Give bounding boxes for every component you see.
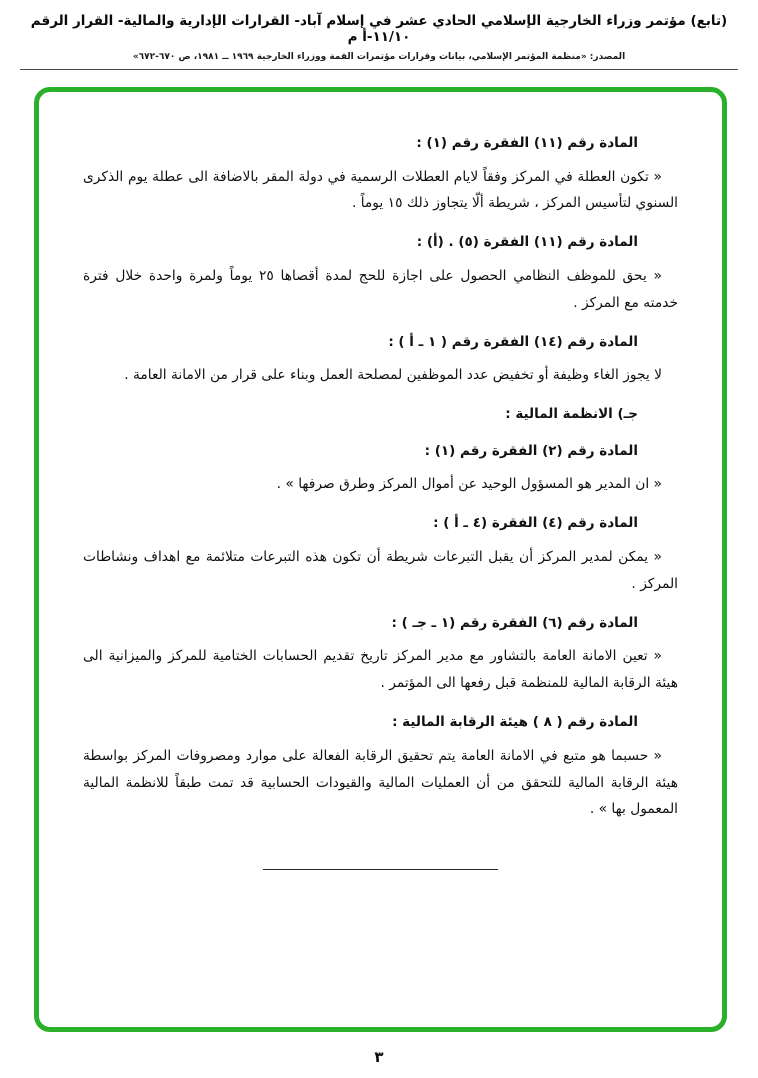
article-heading: المادة رقم (١١) الفقرة (٥) . (أ) : — [416, 234, 638, 251]
article-paragraph: لا يجوز الغاء وظيفة أو تخفيض عدد الموظفين لمصلحة العمل وبناء على قرار من الامانة العامة . — [124, 367, 662, 384]
article-heading: المادة رقم (٢) الفقرة رقم (١) : — [424, 442, 638, 459]
article-paragraph: « حسبما هو متبع في الامانة العامة يتم تحقيق الرقابة الفعالة على موارد ومصروفات المركز بواسطة هيئة الرقابة المالية للتحقق من أن العمليات المالية والقيودات الحسابية قد تمت طبقاً للانظمة المالية المعمول بها » . — [83, 747, 678, 818]
section-divider — [263, 869, 498, 870]
article-paragraph: « ان المدير هو المسؤول الوحيد عن أموال المركز وطرق صرفها » . — [276, 476, 662, 493]
source-line: المصدر: «منظمة المؤتمر الإسلامي، بيانات وقرارات مؤتمرات القمة ووزراء الخارجية ١٩٦٩ ــ ١٩٨١، ص ٦٧٠-٦٧٢» — [132, 52, 626, 62]
article-paragraph: « تعين الامانة العامة بالتشاور مع مدير المركز تاريخ تقديم الحسابات الختامية للمركز والميزانية الى هيئة الرقابة المالية للمنظمة قبل رفعها الى المؤتمر . — [83, 648, 678, 692]
document-body — [39, 92, 722, 823]
article-heading: المادة رقم (١١) الفقرة رقم (١) : — [416, 135, 638, 151]
article-heading: المادة رقم ( ٨ ) هيئة الرقابة المالية : — [392, 714, 638, 731]
article-paragraph: « يحق للموظف النظامي الحصول على اجازة للحج لمدة أقصاها ٢٥ يوماً ولمرة واحدة خلال فترة خدمته مع المركز . — [83, 267, 678, 311]
document-frame — [34, 87, 727, 1032]
document-title: (تابع) مؤتمر وزراء الخارجية الإسلامي الحادي عشر في إسلام آباد- القرارات الإدارية والمالية- القرار الرقم ١١/١٠-أ م — [30, 13, 728, 45]
article-heading: المادة رقم (٦) الفقرة رقم (١ ـ جـ ) : — [391, 614, 638, 631]
article-heading: المادة رقم (٤) الفقرة (٤ ـ أ ) : — [433, 515, 638, 532]
article-paragraph: « تكون العطلة في المركز وفقاً لايام العطلات الرسمية في دولة المقر بالاضافة الى عطلة يوم الذكرى السنوي لتأسيس المركز ، شريطة ألّا يتجاوز ذلك ١٥ يوماً . — [83, 168, 678, 212]
page-number: ٣ — [374, 1048, 384, 1066]
article-heading: جـ) الانظمة المالية : — [505, 406, 638, 423]
article-paragraph: « يمكن لمدير المركز أن يقبل التبرعات شريطة أن تكون هذه التبرعات متلائمة مع اهداف ونشاطات المركز . — [83, 548, 678, 592]
header-divider — [20, 69, 738, 70]
page-header — [0, 0, 758, 70]
article-heading: المادة رقم (١٤) الفقرة رقم ( ١ ـ أ ) : — [388, 333, 638, 350]
